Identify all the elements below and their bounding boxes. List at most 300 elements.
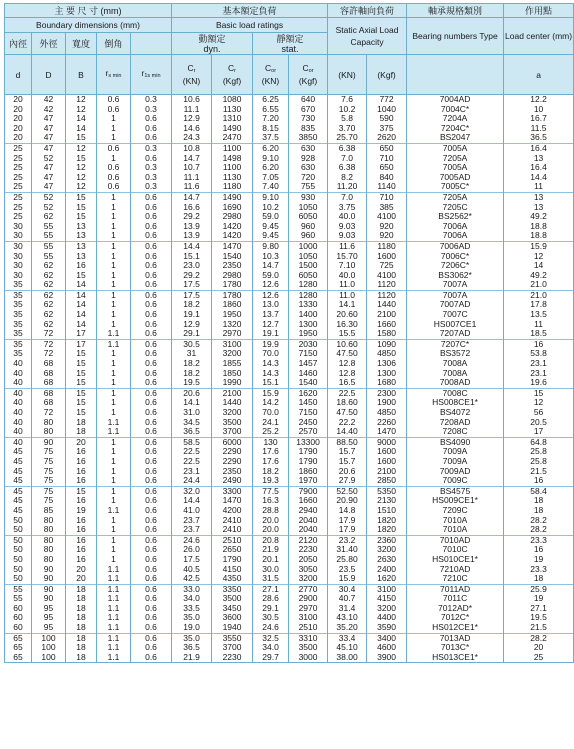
cell-axial-kn: 11.6 <box>328 241 367 251</box>
cell-a: 12 <box>504 252 574 262</box>
cell-r1s-min: 0.6 <box>131 369 172 379</box>
cell-D: 68 <box>32 378 66 388</box>
cell-Cor-kn: 32.5 <box>253 633 289 643</box>
cell-bearing: 7009C <box>407 476 504 486</box>
cell-B: 17 <box>66 339 97 349</box>
cell-axial-kgf: 710 <box>367 192 407 202</box>
cell-Cor-kgf: 2120 <box>289 535 328 545</box>
cell-axial-kn: 23.2 <box>328 535 367 545</box>
cell-Cor-kgf: 2230 <box>289 545 328 555</box>
cell-axial-kgf: 1620 <box>367 574 407 584</box>
cell-r1s-min: 0.6 <box>131 349 172 359</box>
cell-Cr-kgf: 3700 <box>212 427 253 437</box>
cell-bearing: 7006A <box>407 231 504 241</box>
cell-B: 12 <box>66 163 97 173</box>
cell-bearing: 7208C <box>407 427 504 437</box>
cell-rs-min: 1.1 <box>97 643 131 653</box>
cell-B: 15 <box>66 349 97 359</box>
cell-rs-min: 1.1 <box>97 584 131 594</box>
cell-a: 13 <box>504 154 574 164</box>
table-row <box>5 388 574 398</box>
cell-rs-min: 1 <box>97 252 131 262</box>
cell-r1s-min: 0.6 <box>131 124 172 134</box>
cell-a: 21.5 <box>504 623 574 633</box>
cell-r1s-min: 0.6 <box>131 467 172 477</box>
cell-Cr-kgf: 1850 <box>212 369 253 379</box>
cell-a: 12.2 <box>504 95 574 105</box>
cell-bearing: BS2562* <box>407 212 504 222</box>
cell-rs-min: 1.1 <box>97 653 131 663</box>
cell-B: 15 <box>66 133 97 143</box>
cell-d: 50 <box>5 555 32 565</box>
cell-axial-kn: 12.8 <box>328 369 367 379</box>
axial-unit-kn: (KN) <box>328 55 367 95</box>
cell-axial-kgf: 2630 <box>367 555 407 565</box>
cell-r1s-min: 0.6 <box>131 280 172 290</box>
cell-r1s-min: 0.6 <box>131 231 172 241</box>
cell-B: 15 <box>66 192 97 202</box>
table-row <box>5 584 574 594</box>
cell-r1s-min: 0.3 <box>131 163 172 173</box>
cell-bearing: 7007C <box>407 310 504 320</box>
cell-B: 18 <box>66 604 97 614</box>
cell-Cr-kn: 16.6 <box>172 203 212 213</box>
cell-a: 21.0 <box>504 280 574 290</box>
cell-d: 60 <box>5 613 32 623</box>
bearing-numbers-en: Bearing numbers Type <box>407 18 504 55</box>
cell-axial-kgf: 2100 <box>367 310 407 320</box>
cell-d: 50 <box>5 516 32 526</box>
cell-Cr-kn: 13.9 <box>172 222 212 232</box>
table-row <box>5 516 574 526</box>
cell-r1s-min: 0.6 <box>131 241 172 251</box>
cell-axial-kn: 47.50 <box>328 408 367 418</box>
cell-B: 19 <box>66 506 97 516</box>
cell-rs-min: 1 <box>97 261 131 271</box>
cell-a: 10 <box>504 105 574 115</box>
cell-Cor-kgf: 2450 <box>289 418 328 428</box>
cell-d: 40 <box>5 378 32 388</box>
cell-bearing: 7011AD <box>407 584 504 594</box>
cell-Cor-kn: 59.0 <box>253 271 289 281</box>
cell-D: 62 <box>32 271 66 281</box>
table-row <box>5 133 574 143</box>
cell-a: 28.2 <box>504 633 574 643</box>
cell-Cr-kn: 31 <box>172 349 212 359</box>
cell-r1s-min: 0.6 <box>131 555 172 565</box>
cell-Cor-kgf: 2570 <box>289 427 328 437</box>
cell-Cor-kgf: 6050 <box>289 212 328 222</box>
cell-a: 11 <box>504 320 574 330</box>
table-row <box>5 369 574 379</box>
cell-Cor-kgf: 1540 <box>289 378 328 388</box>
cell-D: 55 <box>32 241 66 251</box>
cell-bearing: 7006A <box>407 222 504 232</box>
cell-Cor-kgf: 1280 <box>289 280 328 290</box>
cell-Cr-kn: 33.0 <box>172 584 212 594</box>
cell-d: 20 <box>5 114 32 124</box>
boundary-dimensions-en: Boundary dimensions (mm) <box>5 18 172 33</box>
cell-rs-min: 1.1 <box>97 565 131 575</box>
cell-d: 40 <box>5 408 32 418</box>
cell-r1s-min: 0.6 <box>131 114 172 124</box>
cell-Cor-kgf: 1450 <box>289 398 328 408</box>
cell-rs-min: 1 <box>97 222 131 232</box>
outer-diameter-zh: 外徑 <box>32 33 66 55</box>
cell-Cr-kgf: 2650 <box>212 545 253 555</box>
cell-rs-min: 1 <box>97 114 131 124</box>
cell-D: 68 <box>32 359 66 369</box>
cell-Cr-kn: 15.1 <box>172 252 212 262</box>
width-zh: 寬度 <box>66 33 97 55</box>
cell-d: 30 <box>5 231 32 241</box>
cell-axial-kgf: 710 <box>367 154 407 164</box>
cell-axial-kn: 7.6 <box>328 95 367 105</box>
cell-Cr-kn: 35.0 <box>172 633 212 643</box>
cell-D: 75 <box>32 467 66 477</box>
cell-B: 18 <box>66 584 97 594</box>
cell-Cr-kn: 14.6 <box>172 124 212 134</box>
table-row <box>5 565 574 575</box>
cell-d: 50 <box>5 525 32 535</box>
cell-a: 16 <box>504 339 574 349</box>
cell-rs-min: 1 <box>97 555 131 565</box>
chamfer-blank <box>131 33 172 55</box>
cell-bearing: 7207AD <box>407 329 504 339</box>
cell-Cr-kn: 29.1 <box>172 329 212 339</box>
cell-B: 14 <box>66 310 97 320</box>
cell-axial-kn: 27.9 <box>328 476 367 486</box>
cell-rs-min: 1 <box>97 545 131 555</box>
cell-r1s-min: 0.6 <box>131 427 172 437</box>
cell-B: 15 <box>66 212 97 222</box>
cell-D: 72 <box>32 339 66 349</box>
cell-axial-kgf: 590 <box>367 114 407 124</box>
cell-bearing: 7009A <box>407 447 504 457</box>
cell-Cr-kgf: 1100 <box>212 163 253 173</box>
cell-Cor-kn: 59.0 <box>253 212 289 222</box>
cell-Cr-kn: 41.0 <box>172 506 212 516</box>
cell-axial-kn: 11.20 <box>328 182 367 192</box>
cell-D: 52 <box>32 192 66 202</box>
table-row <box>5 525 574 535</box>
cell-Cr-kn: 58.5 <box>172 437 212 447</box>
cell-a: 25.8 <box>504 447 574 457</box>
cell-rs-min: 1 <box>97 457 131 467</box>
cell-d: 30 <box>5 241 32 251</box>
cell-B: 14 <box>66 320 97 330</box>
cell-bearing: 7013AD <box>407 633 504 643</box>
table-row <box>5 545 574 555</box>
bearing-blank <box>407 55 504 95</box>
cell-D: 80 <box>32 516 66 526</box>
cell-axial-kgf: 1660 <box>367 320 407 330</box>
cell-d: 40 <box>5 437 32 447</box>
cell-Cr-kgf: 2410 <box>212 525 253 535</box>
cell-bearing: 7004AD <box>407 95 504 105</box>
cell-D: 80 <box>32 535 66 545</box>
cell-axial-kn: 7.0 <box>328 154 367 164</box>
table-row <box>5 222 574 232</box>
cell-axial-kn: 7.10 <box>328 261 367 271</box>
cell-axial-kgf: 2260 <box>367 418 407 428</box>
cell-Cr-kgf: 3300 <box>212 486 253 496</box>
cell-Cr-kgf: 1855 <box>212 359 253 369</box>
cell-axial-kn: 20.60 <box>328 310 367 320</box>
cell-Cr-kgf: 2290 <box>212 457 253 467</box>
cell-rs-min: 0.6 <box>97 163 131 173</box>
cell-B: 18 <box>66 633 97 643</box>
cell-bearing: HS012CE1* <box>407 623 504 633</box>
cell-Cr-kn: 32.0 <box>172 486 212 496</box>
cell-Cr-kn: 14.4 <box>172 241 212 251</box>
cell-bearing: BS3572 <box>407 349 504 359</box>
cell-axial-kn: 35.20 <box>328 623 367 633</box>
cell-a: 19.5 <box>504 613 574 623</box>
cell-Cr-kn: 14.7 <box>172 154 212 164</box>
cell-D: 42 <box>32 95 66 105</box>
cell-D: 68 <box>32 388 66 398</box>
cell-rs-min: 1 <box>97 300 131 310</box>
cell-Cr-kn: 24.3 <box>172 133 212 143</box>
cell-Cr-kgf: 3200 <box>212 408 253 418</box>
cell-Cr-kgf: 2230 <box>212 653 253 663</box>
cell-D: 90 <box>32 584 66 594</box>
table-row <box>5 252 574 262</box>
table-row <box>5 241 574 251</box>
cell-bearing: 7010A <box>407 525 504 535</box>
bearing-spec-sheet <box>4 3 573 663</box>
symbol-d: d <box>5 55 32 95</box>
cell-d: 25 <box>5 212 32 222</box>
cell-Cr-kn: 35.0 <box>172 613 212 623</box>
cell-Cor-kn: 15.1 <box>253 378 289 388</box>
cell-axial-kgf: 385 <box>367 203 407 213</box>
cell-Cor-kn: 17.6 <box>253 447 289 457</box>
cell-axial-kn: 52.50 <box>328 486 367 496</box>
cell-bearing: BS4575 <box>407 486 504 496</box>
cell-a: 36.5 <box>504 133 574 143</box>
cell-d: 20 <box>5 95 32 105</box>
cell-d: 45 <box>5 467 32 477</box>
cell-Cor-kn: 19.9 <box>253 339 289 349</box>
cell-B: 15 <box>66 154 97 164</box>
table-row <box>5 359 574 369</box>
cell-a: 25.8 <box>504 457 574 467</box>
cell-axial-kn: 11.0 <box>328 290 367 300</box>
cell-axial-kgf: 2100 <box>367 467 407 477</box>
cell-rs-min: 1.1 <box>97 427 131 437</box>
cell-d: 25 <box>5 173 32 183</box>
cell-D: 47 <box>32 114 66 124</box>
cell-r1s-min: 0.3 <box>131 143 172 153</box>
axial-load-zh: 容許軸向負荷 <box>328 4 407 18</box>
cell-r1s-min: 0.3 <box>131 105 172 115</box>
cell-Cor-kn: 14.3 <box>253 369 289 379</box>
cell-axial-kn: 9.03 <box>328 222 367 232</box>
cell-D: 62 <box>32 261 66 271</box>
cell-r1s-min: 0.6 <box>131 212 172 222</box>
symbol-a: a <box>504 55 574 95</box>
cell-Cr-kn: 13.9 <box>172 231 212 241</box>
cell-a: 49.2 <box>504 212 574 222</box>
cell-a: 16 <box>504 476 574 486</box>
cell-Cr-kgf: 1180 <box>212 182 253 192</box>
cell-rs-min: 1 <box>97 124 131 134</box>
cell-Cor-kn: 6.20 <box>253 163 289 173</box>
cell-Cr-kn: 11.1 <box>172 173 212 183</box>
cell-Cor-kn: 20.8 <box>253 535 289 545</box>
cell-rs-min: 1 <box>97 359 131 369</box>
cell-bearing: 7005C* <box>407 182 504 192</box>
cell-bearing: BS2047 <box>407 133 504 143</box>
load-center-en: Load center (mm) <box>504 18 574 55</box>
cell-Cor-kgf: 3200 <box>289 574 328 584</box>
cell-bearing: 7004C* <box>407 105 504 115</box>
cell-Cor-kn: 27.1 <box>253 584 289 594</box>
cell-axial-kgf: 840 <box>367 173 407 183</box>
cell-Cr-kgf: 1320 <box>212 320 253 330</box>
cell-r1s-min: 0.6 <box>131 574 172 584</box>
cell-bearing: BS4072 <box>407 408 504 418</box>
cell-B: 18 <box>66 653 97 663</box>
cell-r1s-min: 0.3 <box>131 173 172 183</box>
cell-r1s-min: 0.6 <box>131 388 172 398</box>
cell-rs-min: 1.1 <box>97 594 131 604</box>
cell-Cor-kn: 6.20 <box>253 143 289 153</box>
cell-rs-min: 1 <box>97 133 131 143</box>
cell-axial-kn: 9.03 <box>328 231 367 241</box>
cell-Cr-kn: 19.0 <box>172 623 212 633</box>
cell-Cor-kgf: 1460 <box>289 369 328 379</box>
cell-B: 16 <box>66 496 97 506</box>
cell-bearing: 7204A <box>407 114 504 124</box>
cell-d: 55 <box>5 594 32 604</box>
cell-Cor-kn: 10.2 <box>253 203 289 213</box>
cell-d: 35 <box>5 329 32 339</box>
cell-axial-kn: 20.90 <box>328 496 367 506</box>
cell-B: 15 <box>66 271 97 281</box>
cell-Cor-kgf: 1620 <box>289 388 328 398</box>
cell-Cor-kgf: 730 <box>289 114 328 124</box>
cell-D: 80 <box>32 545 66 555</box>
cell-Cr-kn: 19.1 <box>172 310 212 320</box>
cell-Cr-kn: 29.2 <box>172 212 212 222</box>
cell-Cor-kgf: 1660 <box>289 496 328 506</box>
cell-Cr-kgf: 1990 <box>212 378 253 388</box>
cell-axial-kn: 3.75 <box>328 203 367 213</box>
cell-axial-kgf: 3590 <box>367 623 407 633</box>
cell-axial-kn: 14.8 <box>328 506 367 516</box>
cell-axial-kgf: 4400 <box>367 613 407 623</box>
table-row <box>5 427 574 437</box>
cell-Cor-kn: 14.3 <box>253 359 289 369</box>
cell-r1s-min: 0.6 <box>131 359 172 369</box>
cell-Cr-kn: 18.2 <box>172 369 212 379</box>
cell-Cr-kn: 20.6 <box>172 388 212 398</box>
cell-Cr-kgf: 2970 <box>212 329 253 339</box>
cell-bearing: 7005AD <box>407 173 504 183</box>
table-row <box>5 339 574 349</box>
cell-Cor-kgf: 960 <box>289 222 328 232</box>
cell-Cor-kn: 17.6 <box>253 457 289 467</box>
cell-D: 100 <box>32 653 66 663</box>
cell-Cr-kn: 14.1 <box>172 398 212 408</box>
cell-d: 20 <box>5 124 32 134</box>
cell-axial-kn: 11.0 <box>328 280 367 290</box>
cell-rs-min: 1.1 <box>97 604 131 614</box>
cell-Cr-kgf: 3500 <box>212 594 253 604</box>
cell-d: 40 <box>5 369 32 379</box>
cell-Cor-kgf: 1400 <box>289 310 328 320</box>
cell-Cor-kgf: 2040 <box>289 516 328 526</box>
cell-axial-kn: 33.4 <box>328 633 367 643</box>
cell-Cr-kgf: 2510 <box>212 535 253 545</box>
cell-D: 52 <box>32 154 66 164</box>
cell-bearing: 7012AD* <box>407 604 504 614</box>
cell-rs-min: 1 <box>97 203 131 213</box>
cell-r1s-min: 0.6 <box>131 378 172 388</box>
inner-diameter-zh: 內徑 <box>5 33 32 55</box>
cell-axial-kn: 40.0 <box>328 271 367 281</box>
cell-bearing: HS008CE1* <box>407 398 504 408</box>
cell-axial-kgf: 4100 <box>367 271 407 281</box>
cell-Cr-kn: 14.7 <box>172 192 212 202</box>
cell-Cor-kgf: 1457 <box>289 359 328 369</box>
cell-bearing: HS007CE1 <box>407 320 504 330</box>
table-row <box>5 594 574 604</box>
cell-d: 35 <box>5 310 32 320</box>
cell-B: 17 <box>66 329 97 339</box>
cell-B: 15 <box>66 486 97 496</box>
cell-B: 13 <box>66 222 97 232</box>
cell-D: 47 <box>32 133 66 143</box>
cell-Cor-kn: 29.1 <box>253 604 289 614</box>
cell-d: 55 <box>5 584 32 594</box>
cell-axial-kn: 31.4 <box>328 604 367 614</box>
cell-Cor-kgf: 1970 <box>289 476 328 486</box>
cell-d: 50 <box>5 565 32 575</box>
cell-rs-min: 1 <box>97 310 131 320</box>
cell-r1s-min: 0.6 <box>131 476 172 486</box>
cell-axial-kn: 16.5 <box>328 378 367 388</box>
cell-Cor-kgf: 3100 <box>289 613 328 623</box>
cell-axial-kgf: 1600 <box>367 252 407 262</box>
cell-r1s-min: 0.6 <box>131 506 172 516</box>
cell-D: 62 <box>32 280 66 290</box>
cell-Cor-kgf: 2510 <box>289 623 328 633</box>
cell-D: 72 <box>32 329 66 339</box>
cell-Cr-kgf: 1420 <box>212 231 253 241</box>
cell-r1s-min: 0.6 <box>131 535 172 545</box>
cell-B: 16 <box>66 555 97 565</box>
cell-axial-kgf: 2400 <box>367 565 407 575</box>
cell-B: 12 <box>66 173 97 183</box>
cell-a: 11 <box>504 182 574 192</box>
cell-axial-kgf: 1600 <box>367 447 407 457</box>
cell-bearing: 7208AD <box>407 418 504 428</box>
cell-axial-kn: 15.7 <box>328 457 367 467</box>
cell-D: 100 <box>32 643 66 653</box>
cell-Cor-kgf: 2770 <box>289 584 328 594</box>
cell-Cr-kn: 26.0 <box>172 545 212 555</box>
cell-axial-kgf: 3200 <box>367 545 407 555</box>
cell-axial-kn: 5.8 <box>328 114 367 124</box>
cell-D: 100 <box>32 633 66 643</box>
cell-Cr-kn: 17.5 <box>172 280 212 290</box>
cell-D: 80 <box>32 525 66 535</box>
cell-axial-kgf: 2850 <box>367 476 407 486</box>
